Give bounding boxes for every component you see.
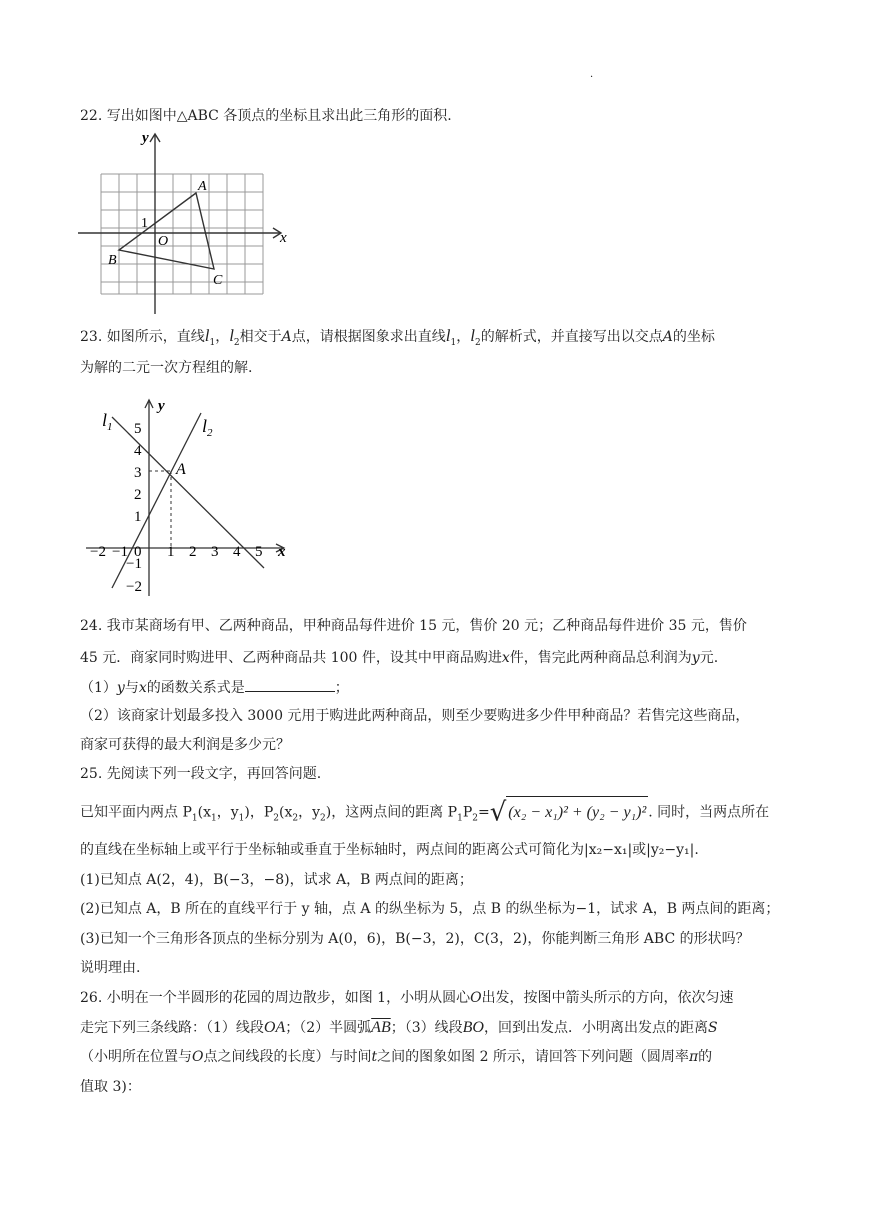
q24-line1: 24. 我市某商场有甲、乙两种商品，甲种商品每件进价 15 元，售价 20 元；乙种商品每件进价 35 元，售价 [80,618,747,634]
svg-text:−2: −2 [90,544,106,560]
vertex-a-label: A [198,179,207,194]
point-a-label: A [176,461,186,478]
svg-text:2: 2 [134,487,142,503]
axis-label-y: y [142,130,149,146]
q25-line2: 已知平面内两点 $P_1(x_1$，$y_1$)，$P_2(x_2$，$y_2$)，这两点间的距离 $P_1P_2=√$ (x₂ − x₁)² + (y₂ − y₁)² . 同时，当两点所在 [80,797,770,828]
label-l2: $l_2$ [202,416,213,439]
vertex-c-label: C [213,273,223,288]
q23-line-figure [86,396,296,600]
svg-text:1: 1 [134,509,142,525]
q23-line1: 23. 如图所示，直线$l_1$，$l_2$相交于A点，请根据图象求出直线$l_1$，$l_2$的解析式，并直接写出以交点A的坐标 [80,326,715,348]
x-tick-labels [90,544,263,560]
axis-label-x: x [280,230,287,246]
unit-label: 1 [141,216,148,231]
svg-text:1: 1 [167,544,175,560]
svg-text:2: 2 [189,544,197,560]
answer-blank [245,677,335,692]
q25-line1: 25. 先阅读下列一段文字，再回答问题. [80,766,322,782]
svg-text:3: 3 [211,544,219,560]
svg-text:5: 5 [134,421,142,437]
arc-ab: $\overline{AB}$ [371,1019,391,1036]
triangle-abc [119,193,214,269]
q26-line4: 值取 3)： [80,1079,141,1095]
origin-label: O [158,234,169,249]
svg-text:4: 4 [233,544,241,560]
q25-line3: 的直线在坐标轴上或平行于坐标轴或垂直于坐标轴时，两点间的距离公式可简化为|x₂−x₁|或|y₂−y₁|. [80,842,699,858]
q26-line2: 走完下列三条线路：（1）线段OA；（2）半圆弧$\overline{AB}$；（3）线段BO，回到出发点．小明离出发点的距离S [80,1019,718,1036]
q25-sub1: (1)已知点 A(2，4)，B(−3，−8)，试求 A，B 两点间的距离； [80,872,473,888]
vertex-b-label: B [108,253,117,268]
svg-text:−2: −2 [126,579,142,595]
q25-sub3: (3)已知一个三角形各顶点的坐标分别为 A(0，6)，B(−3，2)，C(3，2)，你能判断三角形 ABC 的形状吗？ [80,931,750,947]
svg-text:0: 0 [134,544,142,560]
q23-line2: 为解的二元一次方程组的解. [80,360,253,376]
axis-label-x: x [278,544,286,560]
svg-text:−1: −1 [126,556,142,572]
q22-text: 22. 写出如图中△ABC 各顶点的坐标且求出此三角形的面积. [80,108,452,124]
q24-part3: 商家可获得的最大利润是多少元？ [80,737,290,753]
axis-label-y: y [158,398,165,414]
q24-part2: （2）该商家计划最多投入 3000 元用于购进此两种商品，则至少要购进多少件甲种商品？若售完这些商品， [80,708,750,724]
distance-formula: √ (x₂ − x₁)² + (y₂ − y₁)² [489,797,647,828]
page-dot: · [590,72,594,83]
y-tick-labels [126,421,142,595]
svg-text:−1: −1 [112,544,128,560]
q26-line1: 26. 小明在一个半圆形的花园的周边散步，如图 1，小明从圆心O出发，按图中箭头所示的方向，依次匀速 [80,990,734,1006]
q26-line3: （小明所在位置与O点之间线段的长度）与时间t之间的图象如图 2 所示，请回答下列问题（圆周率π的 [80,1049,713,1065]
svg-text:3: 3 [134,465,142,481]
q24-line2: 45 元．商家同时购进甲、乙两种商品共 100 件，设其中甲商品购进x件，售完此两种商品总利润为y元. [80,650,719,666]
svg-text:4: 4 [134,443,142,459]
q22-grid-figure [76,128,292,314]
q25-sub2: (2)已知点 A，B 所在的直线平行于 y 轴，点 A 的纵坐标为 5，点 B 的纵坐标为−1，试求 A，B 两点间的距离； [80,901,780,917]
q25-sub4: 说明理由. [80,960,141,976]
svg-text:5: 5 [255,544,263,560]
label-l1: $l_1$ [102,410,113,433]
q24-part1: （1）y与x的函数关系式是 ； [80,677,349,698]
